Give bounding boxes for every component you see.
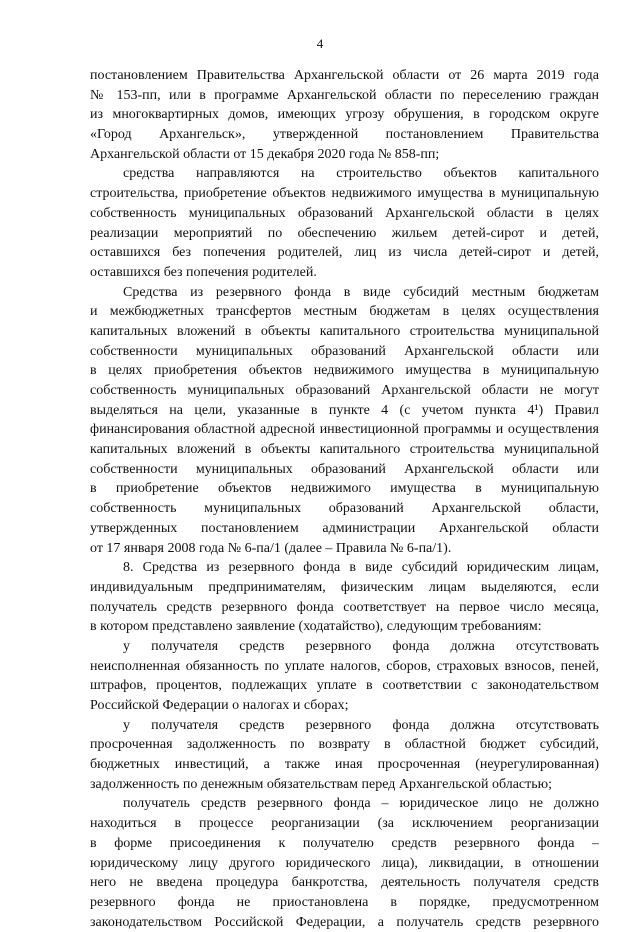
text-line: юридическому лицу другого юридического лица), ликвидации, в отношении xyxy=(90,855,599,871)
text-line: собственность муниципальных образований Архангельской области не могут xyxy=(90,383,599,398)
text-line: собственность муниципальных образований Архангельской области, xyxy=(90,501,599,517)
text-line: № 153-пп, или в программе Архангельской области по переселению граждан xyxy=(90,87,599,103)
paragraph xyxy=(90,794,599,932)
paragraph xyxy=(90,637,599,716)
paragraph xyxy=(90,164,599,282)
text-line: капитальных вложений в объекты капитального строительства муниципальной xyxy=(90,323,599,339)
paragraph xyxy=(90,66,599,164)
document-body xyxy=(90,66,599,932)
text-line: строительства, приобретение объектов недвижимого имущества в муниципальную xyxy=(90,186,599,202)
text-line: в целях приобретения объектов недвижимого имущества в муниципальную xyxy=(90,363,599,379)
text-line: «Город Архангельск», утвержденной постановлением Правительства xyxy=(90,127,599,143)
text-line: собственности муниципальных образований Архангельской области или xyxy=(90,343,599,359)
text-line: у получателя средств резервного фонда должна отсутствовать xyxy=(123,638,599,654)
text-line: просроченная задолженность по возврату в областной бюджет субсидий, xyxy=(90,737,599,753)
text-line: законодательством Российской Федерации, а получатель средств резервного xyxy=(90,914,599,930)
text-line: утвержденных постановлением администрации Архангельской области xyxy=(90,520,599,536)
page-number: 4 xyxy=(316,36,324,51)
text-line: в котором представлено заявление (ходатайство), следующим требованиям: xyxy=(90,619,542,635)
text-line: 8. Средства из резервного фонда в виде субсидий юридическим лицам, xyxy=(123,560,599,576)
text-line: в приобретение объектов недвижимого имущества в муниципальную xyxy=(90,481,599,497)
paragraph xyxy=(90,558,599,637)
text-line: получатель средств резервного фонда – юридическое лицо не должно xyxy=(123,796,599,812)
text-line: капитальных вложений в объекты капитального строительства муниципальной xyxy=(90,442,599,458)
text-line: неисполненная обязанность по уплате налогов, сборов, страховых взносов, пеней, xyxy=(90,658,599,674)
text-line: из многоквартирных домов, имеющих угрозу обрушения, в городском округе xyxy=(90,107,599,123)
text-line: собственность муниципальных образований Архангельской области в целях xyxy=(90,205,599,221)
text-line: оставшихся без попечения родителей, лиц из числа детей-сирот и детей, xyxy=(90,245,599,261)
text-line: в форме присоединения к получателю средств резервного фонда – xyxy=(90,835,599,851)
text-line: собственности муниципальных образований Архангельской области или xyxy=(90,461,599,477)
text-line: получатель средств резервного фонда соответствует на первое число месяца, xyxy=(90,599,599,615)
text-line: финансирования областной адресной инвестиционной программы и осуществления xyxy=(90,422,599,438)
paragraph xyxy=(90,716,599,795)
paragraph xyxy=(90,283,599,559)
text-line: Средства из резервного фонда в виде субсидий местным бюджетам xyxy=(123,284,599,300)
text-line: резервного фонда не приостановлена в порядке, предусмотренном xyxy=(90,894,599,910)
text-line: выделяться на цели, указанные в пункте 4 (с учетом пункта 4¹) Правил xyxy=(90,402,599,418)
text-line: штрафов, процентов, подлежащих уплате в соответствии с законодательством xyxy=(90,678,599,694)
text-line: оставшихся без попечения родителей. xyxy=(90,264,317,280)
text-line: постановлением Правительства Архангельской области от 26 марта 2019 года xyxy=(90,68,599,83)
text-line: него не введена процедура банкротства, деятельность получателя средств xyxy=(90,875,599,891)
text-line: находиться в процессе реорганизации (за исключением реорганизации xyxy=(90,816,599,832)
text-line: бюджетных инвестиций, а также иная просроченная (неурегулированная) xyxy=(90,757,599,773)
text-line: реализации мероприятий по обеспечению жильем детей-сирот и детей, xyxy=(90,225,599,241)
text-line: Архангельской области от 15 декабря 2020 года № 858-пп; xyxy=(90,146,440,162)
text-line: от 17 января 2008 года № 6-па/1 (далее – Правила № 6-па/1). xyxy=(90,540,452,556)
text-line: индивидуальным предпринимателям, физическим лицам выделяются, если xyxy=(90,579,599,595)
text-line: средства направляются на строительство объектов капитального xyxy=(123,166,599,182)
text-line: задолженность по денежным обязательствам перед Архангельской областью; xyxy=(90,776,552,792)
text-line: Российской Федерации о налогах и сборах; xyxy=(90,698,349,713)
text-line: у получателя средств резервного фонда должна отсутствовать xyxy=(123,717,599,733)
text-line: и межбюджетных трансфертов местным бюджетам в целях осуществления xyxy=(90,304,599,320)
